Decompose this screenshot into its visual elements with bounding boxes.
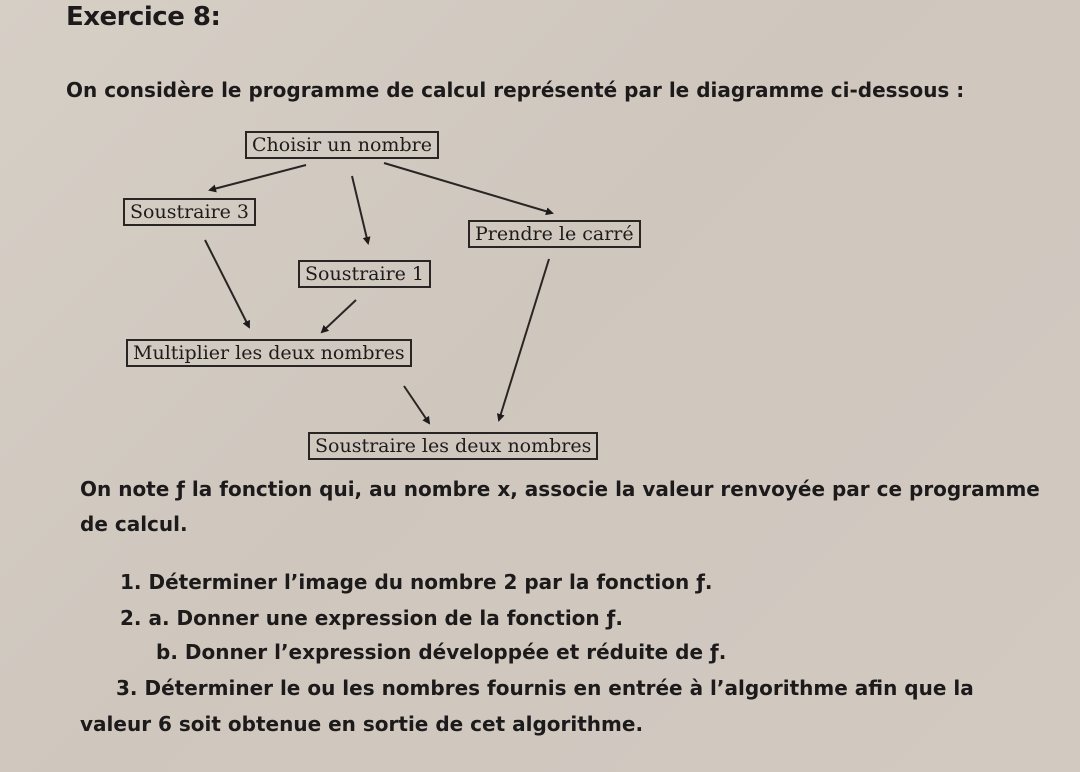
box-multiply: Multiplier les deux nombres (126, 339, 412, 367)
box-subtract-3: Soustraire 3 (123, 198, 256, 226)
arrow-choose-to-square (384, 163, 552, 213)
box-subtract-both: Soustraire les deux nombres (308, 432, 598, 460)
arrow-choose-to-sub3 (210, 165, 306, 190)
arrow-square-to-result (499, 259, 549, 420)
question-1: 1. Déterminer l’image du nombre 2 par la fonction ƒ. (120, 570, 713, 594)
question-2a: 2. a. Donner une expression de la fonction ƒ. (120, 606, 623, 630)
arrow-sub3-to-multiply (205, 240, 249, 327)
question-2b: b. Donner l’expression développée et réduite de ƒ. (156, 640, 727, 664)
exercise-title: Exercice 8: (66, 2, 221, 32)
arrow-choose-to-sub1 (352, 176, 368, 243)
question-3: 3. Déterminer le ou les nombres fournis en entrée à l’algorithme afin que la valeur 6 soit obtenue en sortie de cet algorithme. (80, 676, 974, 736)
arrow-sub1-to-multiply (322, 300, 356, 332)
box-square: Prendre le carré (468, 220, 641, 248)
box-subtract-1: Soustraire 1 (298, 260, 431, 288)
exercise-intro: On considère le programme de calcul représenté par le diagramme ci-dessous : (66, 78, 965, 102)
function-statement: On note ƒ la fonction qui, au nombre x, associe la valeur renvoyée par ce programme de calcul. (80, 477, 1040, 536)
box-choose-number: Choisir un nombre (245, 131, 439, 159)
arrow-multiply-to-result (404, 386, 429, 423)
